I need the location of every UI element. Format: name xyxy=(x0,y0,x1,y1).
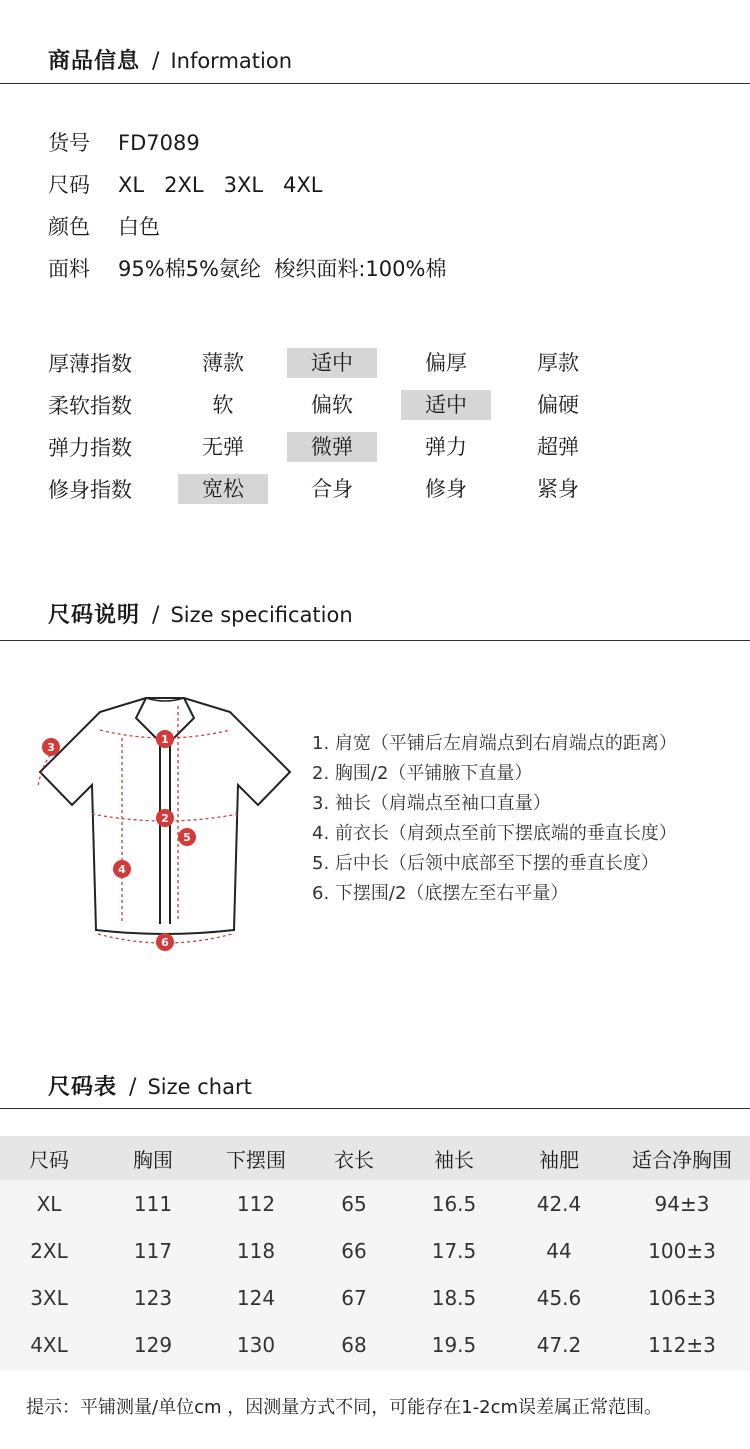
table-cell: 117 xyxy=(133,1238,173,1263)
info-row-color xyxy=(48,208,446,250)
diagram-marker: 4 xyxy=(118,863,126,876)
info-key: 面料 xyxy=(48,257,90,281)
table-row xyxy=(0,1180,750,1227)
info-row-sku xyxy=(48,124,446,166)
index-option: 超弹 xyxy=(537,435,579,459)
table-cell: 45.6 xyxy=(536,1285,582,1310)
index-label: 厚薄指数 xyxy=(48,352,132,376)
info-title-slash: / xyxy=(152,49,161,74)
diagram-marker: 6 xyxy=(161,936,169,949)
index-row-fit xyxy=(48,472,728,514)
table-cell: 111 xyxy=(133,1191,173,1216)
size-chart-header-row xyxy=(0,1136,750,1180)
table-cell: XL xyxy=(36,1191,62,1216)
size-spec-title-en: Size specification xyxy=(170,603,353,627)
column-header: 下摆围 xyxy=(208,1136,304,1180)
measure-step: 6. 下摆围/2（底摆左至右平量） xyxy=(312,883,569,904)
column-header: 袖肥 xyxy=(504,1136,614,1180)
info-value: FD7089 xyxy=(118,131,200,155)
table-cell: 19.5 xyxy=(431,1332,477,1357)
info-value: 白色 xyxy=(118,215,160,239)
info-row-size xyxy=(48,166,446,208)
product-info-list xyxy=(48,124,446,292)
diagram-marker: 1 xyxy=(161,733,169,746)
diagram-marker: 5 xyxy=(183,831,191,844)
table-cell: 67 xyxy=(341,1285,367,1310)
index-option: 偏硬 xyxy=(537,393,579,417)
table-row xyxy=(0,1321,750,1371)
index-row-elasticity xyxy=(48,430,728,472)
shirt-measurement-diagram xyxy=(28,690,300,958)
table-cell: 17.5 xyxy=(431,1238,477,1263)
measure-step: 3. 袖长（肩端点至袖口直量） xyxy=(312,793,551,814)
index-option: 偏厚 xyxy=(425,351,467,375)
table-row xyxy=(0,1227,750,1274)
size-chart-title-en: Size chart xyxy=(147,1075,252,1099)
table-cell: 94±3 xyxy=(654,1191,710,1216)
table-cell: 2XL xyxy=(30,1238,68,1263)
table-cell: 16.5 xyxy=(431,1191,477,1216)
index-option: 修身 xyxy=(425,477,467,501)
index-label: 柔软指数 xyxy=(48,394,132,418)
diagram-marker: 2 xyxy=(161,812,169,825)
info-title-cn: 商品信息 xyxy=(48,49,141,74)
info-key: 颜色 xyxy=(48,215,90,239)
index-option: 软 xyxy=(212,393,234,417)
column-header: 适合净胸围 xyxy=(614,1136,750,1180)
size-spec-title-slash: / xyxy=(152,603,161,628)
fabric-index-table xyxy=(48,346,728,514)
diagram-marker: 3 xyxy=(47,741,55,754)
column-header: 尺码 xyxy=(0,1136,98,1180)
size-chart-section-title xyxy=(48,1070,252,1101)
measure-step: 1. 肩宽（平铺后左肩端点到右肩端点的距离） xyxy=(312,733,677,754)
table-cell: 47.2 xyxy=(536,1332,582,1357)
index-option: 紧身 xyxy=(537,477,579,501)
table-cell: 124 xyxy=(236,1285,276,1310)
measurement-tip: 提示：平铺测量/单位cm ，因测量方式不同，可能存在1-2cm误差属正常范围。 xyxy=(26,1397,663,1418)
info-key: 货号 xyxy=(48,131,90,155)
table-cell: 130 xyxy=(236,1332,276,1357)
measure-step: 4. 前衣长（肩颈点至前下摆底端的垂直长度） xyxy=(312,823,677,844)
table-cell: 18.5 xyxy=(431,1285,477,1310)
index-row-thickness xyxy=(48,346,728,388)
table-cell: 68 xyxy=(341,1332,367,1357)
info-title-en: Information xyxy=(170,49,292,73)
info-row-fabric xyxy=(48,250,446,292)
table-cell: 129 xyxy=(133,1332,173,1357)
index-label: 弹力指数 xyxy=(48,436,132,460)
column-header: 衣长 xyxy=(304,1136,404,1180)
index-option: 适中 xyxy=(401,390,491,420)
index-option: 偏软 xyxy=(311,393,353,417)
column-header: 袖长 xyxy=(404,1136,504,1180)
table-cell: 112 xyxy=(236,1191,276,1216)
size-chart-title-cn: 尺码表 xyxy=(48,1075,118,1100)
info-value: XL 2XL 3XL 4XL xyxy=(118,173,323,197)
info-key: 尺码 xyxy=(48,173,90,197)
table-cell: 66 xyxy=(341,1238,367,1263)
info-section-title xyxy=(48,44,292,75)
table-cell: 44 xyxy=(546,1238,572,1263)
index-option: 弹力 xyxy=(425,435,467,459)
table-cell: 4XL xyxy=(30,1332,68,1357)
table-cell: 3XL xyxy=(30,1285,68,1310)
index-option: 宽松 xyxy=(178,474,268,504)
column-header: 胸围 xyxy=(98,1136,208,1180)
info-value: 95%棉5%氨纶 梭织面料:100%棉 xyxy=(118,257,447,281)
size-spec-divider xyxy=(0,640,750,641)
index-option: 薄款 xyxy=(202,351,244,375)
index-option: 适中 xyxy=(287,348,377,378)
index-option: 合身 xyxy=(311,477,353,501)
size-spec-title-cn: 尺码说明 xyxy=(48,603,141,628)
size-spec-section-title xyxy=(48,598,353,629)
index-row-softness xyxy=(48,388,728,430)
index-option: 微弹 xyxy=(287,432,377,462)
table-cell: 65 xyxy=(341,1191,367,1216)
table-cell: 42.4 xyxy=(536,1191,582,1216)
index-option: 无弹 xyxy=(202,435,244,459)
index-option: 厚款 xyxy=(537,351,579,375)
table-cell: 112±3 xyxy=(648,1332,716,1357)
size-chart-title-slash: / xyxy=(129,1075,138,1100)
measure-step: 2. 胸围/2（平铺腋下直量） xyxy=(312,763,533,784)
table-row xyxy=(0,1274,750,1321)
table-cell: 100±3 xyxy=(648,1238,716,1263)
table-cell: 123 xyxy=(133,1285,173,1310)
index-label: 修身指数 xyxy=(48,478,132,502)
size-chart-table xyxy=(0,1136,750,1371)
table-cell: 106±3 xyxy=(648,1285,716,1310)
table-cell: 118 xyxy=(236,1238,276,1263)
size-chart-divider xyxy=(0,1108,750,1109)
measure-step: 5. 后中长（后领中底部至下摆的垂直长度） xyxy=(312,853,659,874)
info-divider xyxy=(0,83,750,84)
measurement-steps xyxy=(312,730,677,910)
